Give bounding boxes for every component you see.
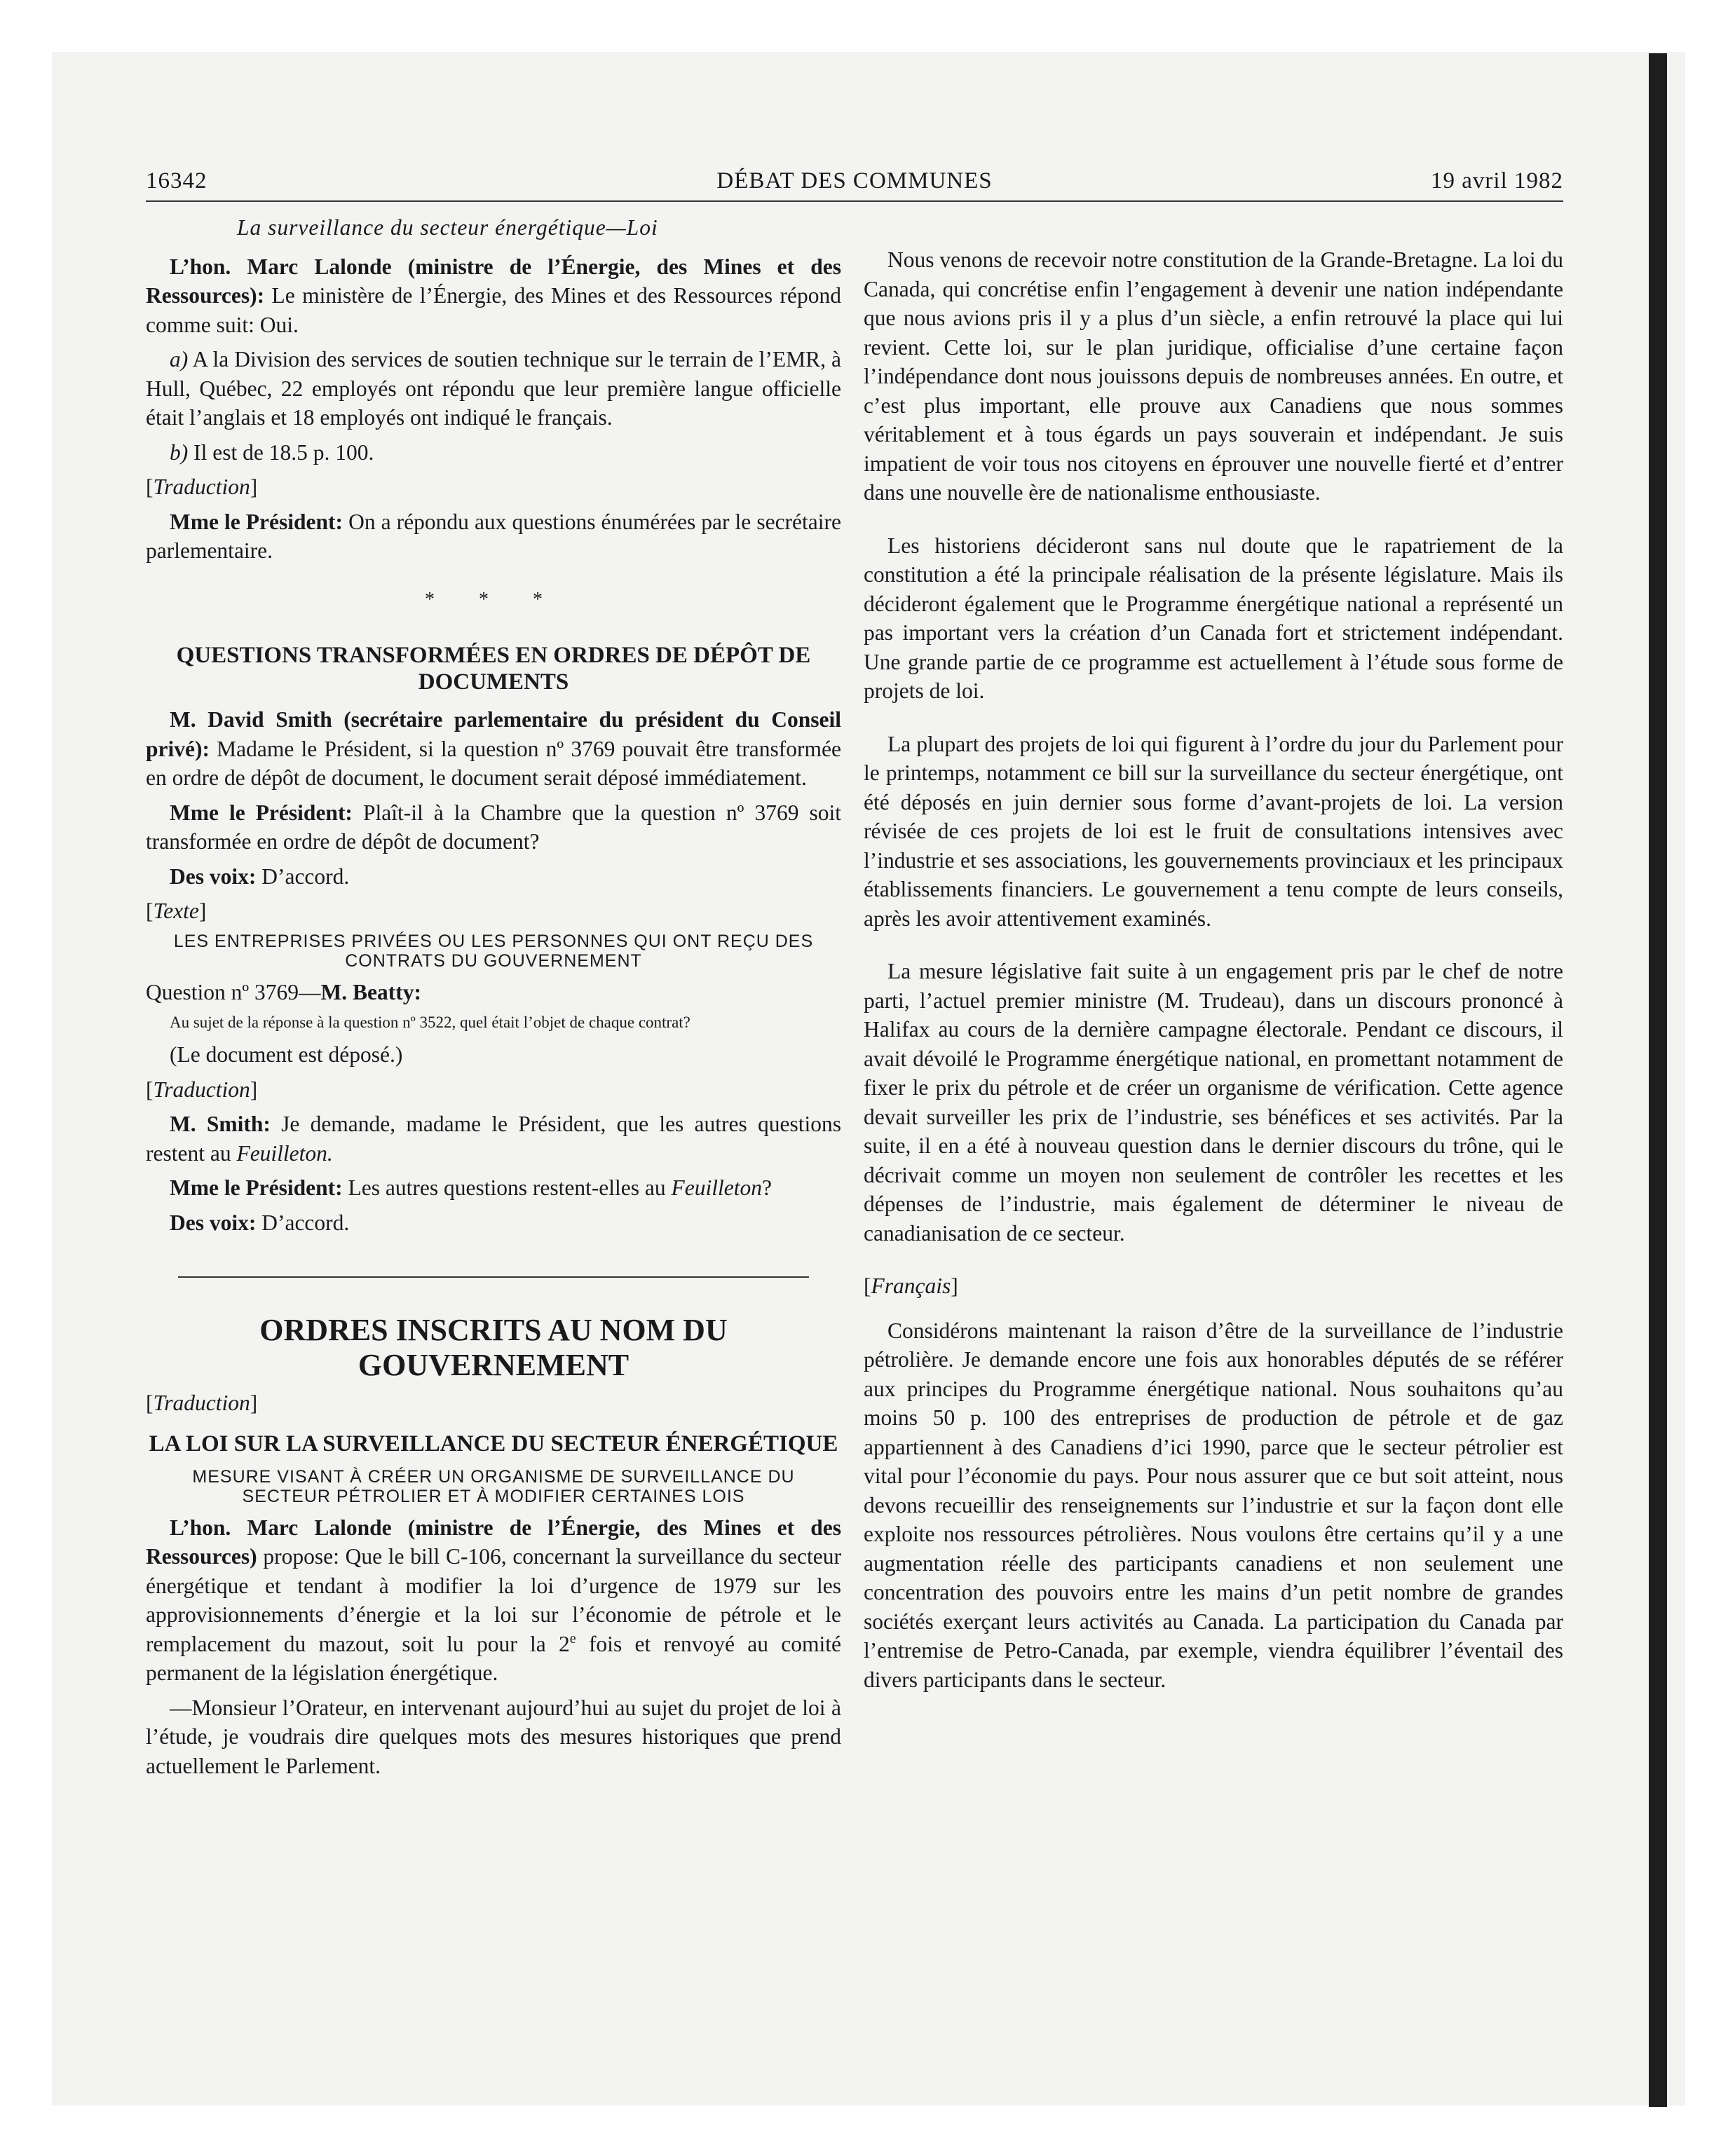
language-marker: [Traduction] bbox=[146, 1077, 258, 1102]
paragraph: Mme le Président: On a répondu aux questions énumérées par le secrétaire parlementaire. bbox=[146, 509, 841, 563]
question-line: Question nº 3769—M. Beatty: bbox=[146, 979, 421, 1004]
paragraph: Des voix: D’accord. bbox=[170, 864, 350, 889]
paragraph: La mesure législative fait suite à un engagement pris par le chef de notre parti, l’actuel premier ministre (M. Trudeau), dans un discours prononcé à Halifax au cours de la dernière campagne électorale. Pendant ce discours, il avait dévoilé le Programme énergétique national, en promettant notamment de fixer le prix du pétrole et de créer un organisme de vérification. Cette agence devait surveiller les prix de l’industrie, ses bénéfices et ses activités. Par la suite, il en a été à nouveau question dans le dernier discours du trône, qui le décrivait comme un moyen non seulement de contrôler les recettes et les dépenses de l’industrie, mais également de déterminer le niveau de canadianisation de ce secteur. bbox=[864, 959, 1563, 1246]
subsection-heading: LES ENTREPRISES PRIVÉES OU LES PERSONNES QUI ONT REÇU DES CONTRATS DU GOUVERNEMENT bbox=[173, 931, 814, 971]
paragraph: La plupart des projets de loi qui figurent à l’ordre du jour du Parlement pour le printemps, notamment ce bill sur la surveillance du secteur énergétique, ont été déposés en juin dernier sous forme d’avant-projets de loi. La version révisée de ces projets de loi est le fruit de consultations intensives avec l’industrie et ses associations, les gouvernements provinciaux et les principaux établissements financiers. Le gouvernement a tenu compte de leurs conseils, après les avoir attentivement examinés. bbox=[864, 731, 1563, 931]
bill-subheading: MESURE VISANT À CRÉER UN ORGANISME DE SURVEILLANCE DU SECTEUR PÉTROLIER ET À MODIFIER CERTAINES LOIS bbox=[192, 1466, 795, 1506]
questioner: M. Beatty: bbox=[320, 979, 421, 1004]
speaker: Des voix: bbox=[170, 1210, 257, 1235]
speaker: L’hon. Marc Lalonde (ministre de l’Énergie, des Mines et des Ressources): bbox=[146, 254, 841, 308]
bill-heading: LA LOI SUR LA SURVEILLANCE DU SECTEUR ÉNERGÉTIQUE bbox=[149, 1431, 838, 1456]
speaker: M. David Smith (secrétaire parlementaire du président du Conseil privé): bbox=[146, 707, 841, 761]
paragraph: M. David Smith (secrétaire parlementaire du président du Conseil privé): Madame le Président, si la question nº 3769 pouvait être transformée en ordre de dépôt de document, le document serait déposé immédiatement. bbox=[146, 707, 841, 790]
section-rule bbox=[178, 1276, 809, 1278]
paragraph: a) A la Division des services de soutien technique sur le terrain de l’EMR, à Hull, Québec, 22 employés ont répondu que leur première langue officielle était l’anglais et 18 employés ont indiqué le français. bbox=[146, 347, 841, 430]
running-rubric: La surveillance du secteur énergétique—Loi bbox=[237, 215, 658, 240]
language-marker: [Texte] bbox=[146, 899, 207, 923]
speaker: Mme le Président: bbox=[170, 800, 353, 825]
paragraph: Mme le Président: Les autres questions restent-elles au Feuilleton? bbox=[170, 1175, 772, 1200]
speaker: L’hon. Marc Lalonde (ministre de l’Énergie, des Mines et des Ressources) bbox=[146, 1515, 841, 1569]
item-letter: a) bbox=[170, 347, 189, 371]
language-marker: [Traduction] bbox=[146, 1391, 258, 1415]
section-heading: QUESTIONS TRANSFORMÉES EN ORDRES DE DÉPÔT DE DOCUMENTS bbox=[176, 643, 811, 695]
paragraph: Nous venons de recevoir notre constitution de la Grande-Bretagne. La loi du Canada, qui concrétise enfin l’engagement à devenir une nation indépendante que nous avions pris il y a plus d’un siècle, a enfin retrouvé la place qui lui revient. Cette loi, sur le plan juridique, officialise d’une certaine façon l’indépendance dont nous jouissons depuis de nombreuses années. En outre, et c’est plus important, elle prouve aux Canadiens que nous sommes véritablement et à tous égards un pays souverain et indépendant. Je suis impatient de voir tous nos citoyens en éprouver une nouvelle fierté et d’entrer dans une nouvelle ère de nationalisme enthousiaste. bbox=[864, 247, 1563, 505]
paragraph: Mme le Président: Plaît-il à la Chambre que la question nº 3769 soit transformée en ordre de dépôt de document? bbox=[146, 800, 841, 854]
speaker: M. Smith: bbox=[170, 1112, 271, 1136]
right-column bbox=[864, 245, 1563, 1718]
paragraph: —Monsieur l’Orateur, en intervenant aujourd’hui au sujet du projet de loi à l’étude, je voudrais dire quelques mots des mesures historiques que prend actuellement le Parlement. bbox=[146, 1695, 841, 1778]
page-header bbox=[146, 168, 1563, 202]
publication-title: DÉBAT DES COMMUNES bbox=[716, 168, 993, 193]
paragraph: L’hon. Marc Lalonde (ministre de l’Énergie, des Mines et des Ressources) propose: Que le bill C-106, concernant la surveillance du secteur énergétique et tendant à modifier la loi d’urgence de 1979 sur les approvisionnements d’énergie et la loi sur l’économie de pétrole et le remplacement du mazout, soit lu pour la 2e fois et renvoyé au comité permanent de la législation énergétique. bbox=[146, 1515, 841, 1685]
paragraph: Les historiens décideront sans nul doute que le rapatriement de la constitution a été la principale réalisation de la présente législature. Mais ils décideront également que le Programme énergétique national a représenté un pas important vers la création d’un Canada fort et strictement indépendant. Une grande partie de ce programme est actuellement à l’étude sous forme de projets de loi. bbox=[864, 533, 1563, 703]
scan-edge-bar bbox=[1649, 53, 1667, 2107]
paragraph: Considérons maintenant la raison d’être de la surveillance de l’industrie pétrolière. Je demande encore une fois aux honorables députés de se référer aux principes du Programme énergétique national. Nous souhaitons qu’au moins 50 p. 100 des entreprises de production de pétrole et de gaz appartiennent à des Canadiens d’ici 1990, parce que le secteur pétrolier est vital pour l’économie du pays. Pour nous assurer que ce but soit atteint, nous devons recueillir des renseignements sur l’industrie et sur la façon dont elle exploite nos ressources pétrolières. Nous voulons être certains qu’il y a une augmentation réelle des participants canadiens et non seulement une concentration des pouvoirs entre les mains d’un petit nombre de grandes sociétés exerçant leurs activités au Canada. La participation du Canada par l’entremise de Petro-Canada, par exemple, viendra équilibrer l’éventail des divers participants dans le secteur. bbox=[864, 1318, 1563, 1692]
section-separator: * * * bbox=[425, 588, 562, 610]
question-text: Au sujet de la réponse à la question nº 3522, quel était l’objet de chaque contrat? bbox=[170, 1014, 690, 1031]
item-letter: b) bbox=[170, 439, 189, 465]
issue-date: 19 avril 1982 bbox=[1431, 168, 1563, 193]
speaker: Des voix: bbox=[170, 864, 257, 889]
paragraph: Des voix: D’accord. bbox=[170, 1210, 350, 1235]
language-marker: [Traduction] bbox=[146, 475, 258, 499]
speaker: Mme le Président: bbox=[170, 1175, 343, 1200]
left-column bbox=[146, 210, 841, 1786]
language-marker: [Français] bbox=[864, 1274, 958, 1298]
paragraph: L’hon. Marc Lalonde (ministre de l’Énergie, des Mines et des Ressources): Le ministère de l’Énergie, des Mines et des Ressources répond comme suit: Oui. bbox=[146, 254, 841, 337]
speaker: Mme le Président: bbox=[170, 509, 343, 534]
page-number: 16342 bbox=[146, 168, 207, 193]
paragraph: b) Il est de 18.5 p. 100. bbox=[170, 439, 374, 465]
paragraph: (Le document est déposé.) bbox=[170, 1042, 403, 1067]
paragraph: M. Smith: Je demande, madame le Président, que les autres questions restent au Feuilleton. bbox=[146, 1112, 841, 1166]
major-heading: ORDRES INSCRITS AU NOM DU GOUVERNEMENT bbox=[259, 1313, 728, 1382]
